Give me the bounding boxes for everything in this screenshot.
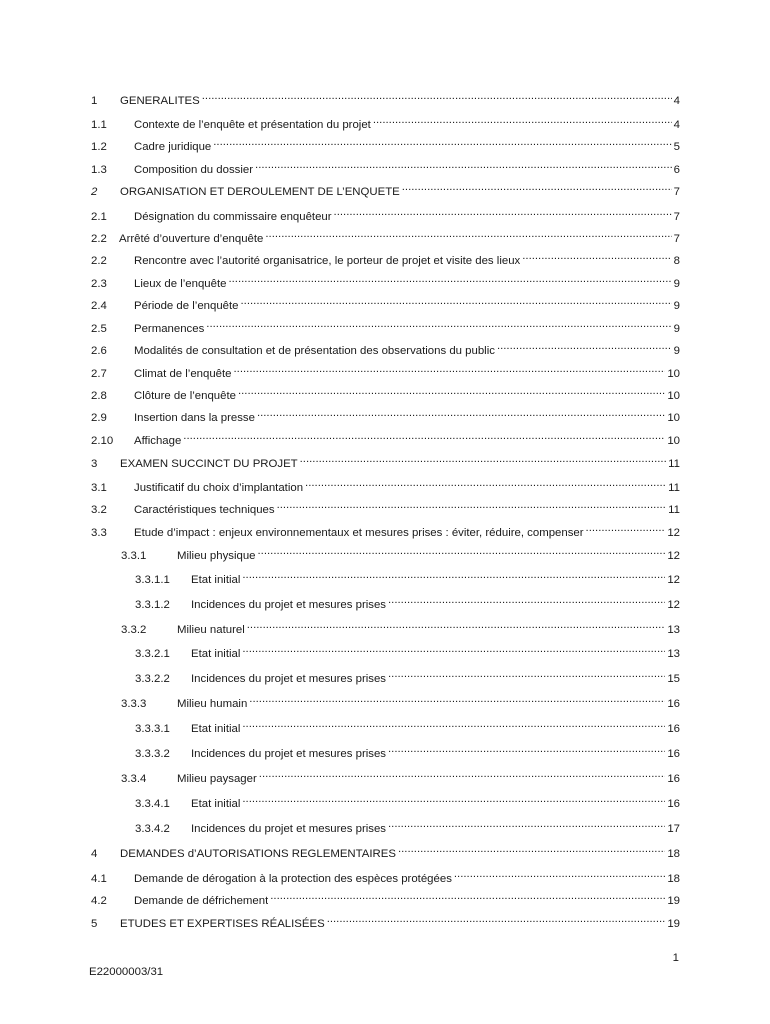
toc-entry[interactable] bbox=[135, 567, 680, 586]
toc-entry-page: 13 bbox=[667, 624, 680, 636]
toc-entry-page: 16 bbox=[667, 698, 680, 710]
toc-entry-page: 7 bbox=[673, 186, 680, 198]
toc-entry-title: Milieu paysager bbox=[177, 773, 257, 785]
toc-entry-number: 3.3.3 bbox=[121, 698, 147, 710]
toc-entry[interactable] bbox=[91, 88, 680, 107]
toc-entry-title: Caractéristiques techniques bbox=[134, 504, 275, 516]
toc-entry[interactable] bbox=[135, 592, 680, 611]
toc-entry[interactable] bbox=[91, 361, 680, 380]
toc-entry-number: 1.3 bbox=[91, 164, 107, 176]
toc-entry-page: 15 bbox=[667, 673, 680, 685]
toc-entry-title: Etude d’impact : enjeux environnementaux et mesures prises : éviter, réduire, compenser bbox=[134, 527, 584, 539]
toc-dot-leader bbox=[183, 428, 665, 444]
toc-entry-page: 5 bbox=[673, 141, 680, 153]
toc-entry-number: 3.3 bbox=[91, 527, 107, 539]
toc-entry-page: 10 bbox=[667, 390, 680, 402]
toc-dot-leader bbox=[373, 112, 672, 128]
toc-dot-leader bbox=[242, 567, 665, 583]
toc-entry-number: 2.6 bbox=[91, 345, 107, 357]
toc-entry-title: Permanences bbox=[134, 323, 205, 335]
toc-dot-leader bbox=[242, 791, 665, 807]
toc-dot-leader bbox=[234, 361, 666, 377]
toc-entry-page: 12 bbox=[667, 574, 680, 586]
toc-entry[interactable] bbox=[91, 841, 680, 860]
toc-entry-page: 9 bbox=[673, 300, 680, 312]
toc-dot-leader bbox=[497, 338, 672, 354]
toc-entry-title: EXAMEN SUCCINCT DU PROJET bbox=[120, 458, 298, 470]
toc-entry-number: 2.2 bbox=[91, 233, 107, 245]
toc-dot-leader bbox=[258, 543, 666, 559]
toc-entry[interactable] bbox=[91, 497, 680, 516]
toc-entry[interactable] bbox=[135, 666, 680, 685]
toc-entry[interactable] bbox=[91, 248, 680, 267]
toc-entry-page: 18 bbox=[667, 848, 680, 860]
toc-entry-title: Lieux de l’enquête bbox=[134, 278, 227, 290]
toc-entry-number: 4.2 bbox=[91, 895, 107, 907]
toc-entry-title: Période de l’enquête bbox=[134, 300, 239, 312]
toc-entry-number: 2.3 bbox=[91, 278, 107, 290]
toc-entry-title: DEMANDES d’AUTORISATIONS REGLEMENTAIRES bbox=[120, 848, 396, 860]
toc-dot-leader bbox=[238, 383, 665, 399]
toc-dot-leader bbox=[255, 157, 672, 173]
toc-dot-leader bbox=[259, 766, 666, 782]
toc-dot-leader bbox=[249, 691, 665, 707]
toc-dot-leader bbox=[586, 520, 666, 536]
toc-dot-leader bbox=[522, 248, 671, 264]
toc-entry-title: Modalités de consultation et de présentation des observations du public bbox=[134, 345, 495, 357]
toc-dot-leader bbox=[402, 179, 672, 195]
toc-entry-page: 19 bbox=[667, 918, 680, 930]
toc-entry[interactable] bbox=[91, 866, 680, 885]
toc-dot-leader bbox=[242, 641, 665, 657]
toc-entry-title: GENERALITES bbox=[120, 95, 200, 107]
toc-entry-number: 3.3.1.1 bbox=[135, 574, 170, 586]
toc-dot-leader bbox=[257, 405, 665, 421]
toc-entry-number: 2.2 bbox=[91, 255, 107, 267]
toc-entry-number: 3.3.2.2 bbox=[135, 673, 170, 685]
toc-entry-title: Composition du dossier bbox=[134, 164, 254, 176]
toc-entry-title: Etat initial bbox=[191, 574, 241, 586]
toc-dot-leader bbox=[454, 866, 665, 882]
toc-entry[interactable] bbox=[121, 617, 680, 636]
toc-entry[interactable] bbox=[91, 911, 680, 930]
toc-entry[interactable] bbox=[91, 316, 680, 335]
toc-dot-leader bbox=[334, 204, 672, 220]
toc-entry-title: Incidences du projet et mesures prises bbox=[191, 599, 387, 611]
toc-entry[interactable] bbox=[91, 204, 680, 223]
toc-entry-number: 2.4 bbox=[91, 300, 107, 312]
toc-dot-leader bbox=[398, 841, 665, 857]
toc-entry-page: 9 bbox=[673, 323, 680, 335]
toc-entry-title: ORGANISATION ET DEROULEMENT DE L’ENQUETE bbox=[120, 186, 400, 198]
toc-entry-number: 2 bbox=[91, 186, 98, 198]
toc-entry-title: Milieu naturel bbox=[177, 624, 245, 636]
toc-entry[interactable] bbox=[121, 543, 680, 562]
toc-entry[interactable] bbox=[91, 293, 680, 312]
toc-entry-number: 2.8 bbox=[91, 390, 107, 402]
toc-entry-number: 3.3.4.1 bbox=[135, 798, 170, 810]
toc-entry-number: 3.3.2 bbox=[121, 624, 147, 636]
toc-dot-leader bbox=[242, 716, 665, 732]
toc-entry-number: 5 bbox=[91, 918, 98, 930]
toc-entry[interactable] bbox=[91, 157, 680, 176]
toc-dot-leader bbox=[247, 617, 666, 633]
toc-entry[interactable] bbox=[135, 741, 680, 760]
toc-entry[interactable] bbox=[91, 383, 680, 402]
toc-entry-page: 9 bbox=[673, 345, 680, 357]
toc-entry[interactable] bbox=[91, 451, 680, 470]
toc-entry[interactable] bbox=[135, 641, 680, 660]
toc-dot-leader bbox=[388, 741, 665, 757]
toc-entry-page: 10 bbox=[667, 368, 680, 380]
toc-entry-page: 8 bbox=[673, 255, 680, 267]
document-reference: E22000003/31 bbox=[89, 966, 164, 978]
toc-dot-leader bbox=[388, 592, 665, 608]
toc-entry-number: 4 bbox=[91, 848, 98, 860]
toc-entry-number: 2.1 bbox=[91, 211, 107, 223]
toc-entry[interactable] bbox=[91, 405, 680, 424]
toc-entry-number: 4.1 bbox=[91, 873, 107, 885]
toc-entry[interactable] bbox=[91, 271, 680, 290]
toc-entry-page: 17 bbox=[667, 823, 680, 835]
toc-entry-title: Insertion dans la presse bbox=[134, 412, 255, 424]
toc-entry-page: 13 bbox=[667, 648, 680, 660]
toc-entry-number: 2.7 bbox=[91, 368, 107, 380]
toc-dot-leader bbox=[213, 134, 671, 150]
toc-entry-title: Cadre juridique bbox=[134, 141, 212, 153]
toc-entry-page: 9 bbox=[673, 278, 680, 290]
toc-entry[interactable] bbox=[135, 716, 680, 735]
toc-entry[interactable] bbox=[121, 691, 680, 710]
toc-dot-leader bbox=[277, 497, 667, 513]
toc-dot-leader bbox=[241, 293, 672, 309]
toc-entry[interactable] bbox=[91, 520, 680, 539]
toc-entry-title: Demande de défrichement bbox=[134, 895, 269, 907]
toc-entry-number: 3.3.4.2 bbox=[135, 823, 170, 835]
toc-entry-number: 3.3.4 bbox=[121, 773, 147, 785]
toc-entry-number: 3.1 bbox=[91, 482, 107, 494]
toc-entry-title: Contexte de l’enquête et présentation du projet bbox=[134, 119, 371, 131]
toc-entry-number: 2.10 bbox=[91, 435, 114, 447]
toc-entry[interactable] bbox=[135, 791, 680, 810]
toc-entry[interactable] bbox=[91, 134, 680, 153]
toc-entry-number: 2.5 bbox=[91, 323, 107, 335]
toc-entry-number: 3.3.3.2 bbox=[135, 748, 170, 760]
toc-entry[interactable] bbox=[91, 888, 680, 907]
toc-entry-page: 16 bbox=[667, 723, 680, 735]
toc-entry-title: Etat initial bbox=[191, 648, 241, 660]
toc-dot-leader bbox=[206, 316, 671, 332]
toc-entry-title: Arrêté d’ouverture d’enquête bbox=[119, 233, 264, 245]
toc-dot-leader bbox=[305, 475, 666, 491]
toc-entry-number: 3.3.1.2 bbox=[135, 599, 170, 611]
toc-entry-page: 6 bbox=[673, 164, 680, 176]
toc-entry-page: 10 bbox=[667, 412, 680, 424]
toc-entry-page: 11 bbox=[668, 482, 680, 494]
toc-entry-number: 1.1 bbox=[91, 119, 107, 131]
toc-entry-title: Etat initial bbox=[191, 798, 241, 810]
toc-entry-title: Incidences du projet et mesures prises bbox=[191, 823, 387, 835]
toc-dot-leader bbox=[265, 226, 671, 242]
toc-entry[interactable] bbox=[91, 428, 680, 447]
toc-entry-title: Désignation du commissaire enquêteur bbox=[134, 211, 332, 223]
page-number: 1 bbox=[672, 952, 679, 964]
toc-entry-title: Etat initial bbox=[191, 723, 241, 735]
toc-entry-title: Incidences du projet et mesures prises bbox=[191, 673, 387, 685]
toc-entry-page: 19 bbox=[667, 895, 680, 907]
toc-entry-number: 3.2 bbox=[91, 504, 107, 516]
toc-entry-title: Affichage bbox=[134, 435, 182, 447]
toc-entry-number: 1.2 bbox=[91, 141, 107, 153]
toc-entry-page: 16 bbox=[667, 748, 680, 760]
toc-entry-page: 11 bbox=[668, 458, 680, 470]
toc-entry-page: 11 bbox=[668, 504, 680, 516]
toc-entry-page: 12 bbox=[667, 550, 680, 562]
toc-entry[interactable] bbox=[135, 816, 680, 835]
toc-entry-number: 3.3.3.1 bbox=[135, 723, 170, 735]
toc-entry-number: 3.3.2.1 bbox=[135, 648, 170, 660]
toc-entry-title: Clôture de l’enquête bbox=[134, 390, 236, 402]
toc-entry-title: Climat de l’enquête bbox=[134, 368, 232, 380]
toc-entry-title: Justificatif du choix d’implantation bbox=[134, 482, 304, 494]
toc-entry-page: 12 bbox=[667, 527, 680, 539]
toc-entry-title: ETUDES ET EXPERTISES RÉALISÉES bbox=[120, 918, 325, 930]
toc-entry-title: Milieu humain bbox=[177, 698, 248, 710]
toc-entry[interactable] bbox=[91, 179, 680, 198]
toc-entry-page: 12 bbox=[667, 599, 680, 611]
toc-entry-title: Demande de dérogation à la protection des espèces protégées bbox=[134, 873, 452, 885]
toc-entry-page: 4 bbox=[673, 95, 680, 107]
toc-dot-leader bbox=[388, 816, 665, 832]
toc-entry[interactable] bbox=[91, 112, 680, 131]
toc-entry-page: 10 bbox=[667, 435, 680, 447]
toc-entry[interactable] bbox=[91, 338, 680, 357]
toc-entry[interactable] bbox=[91, 475, 680, 494]
toc-entry-number: 3 bbox=[91, 458, 98, 470]
toc-entry-page: 16 bbox=[667, 798, 680, 810]
toc-entry[interactable] bbox=[121, 766, 680, 785]
toc-entry-title: Milieu physique bbox=[177, 550, 256, 562]
toc-dot-leader bbox=[270, 888, 665, 904]
toc-entry[interactable] bbox=[91, 226, 680, 245]
toc-entry-page: 16 bbox=[667, 773, 680, 785]
toc-dot-leader bbox=[202, 88, 672, 104]
toc-dot-leader bbox=[300, 451, 667, 467]
toc-entry-number: 2.9 bbox=[91, 412, 107, 424]
toc-dot-leader bbox=[228, 271, 671, 287]
toc-entry-title: Incidences du projet et mesures prises bbox=[191, 748, 387, 760]
toc-entry-number: 1 bbox=[91, 95, 98, 107]
toc-entry-page: 7 bbox=[673, 211, 680, 223]
toc-entry-page: 18 bbox=[667, 873, 680, 885]
toc-entry-page: 4 bbox=[673, 119, 680, 131]
toc-entry-page: 7 bbox=[673, 233, 680, 245]
toc-dot-leader bbox=[388, 666, 665, 682]
toc-entry-title: Rencontre avec l’autorité organisatrice, le porteur de projet et visite des lieux bbox=[134, 255, 521, 267]
toc-entry-number: 3.3.1 bbox=[121, 550, 147, 562]
toc-dot-leader bbox=[327, 911, 666, 927]
